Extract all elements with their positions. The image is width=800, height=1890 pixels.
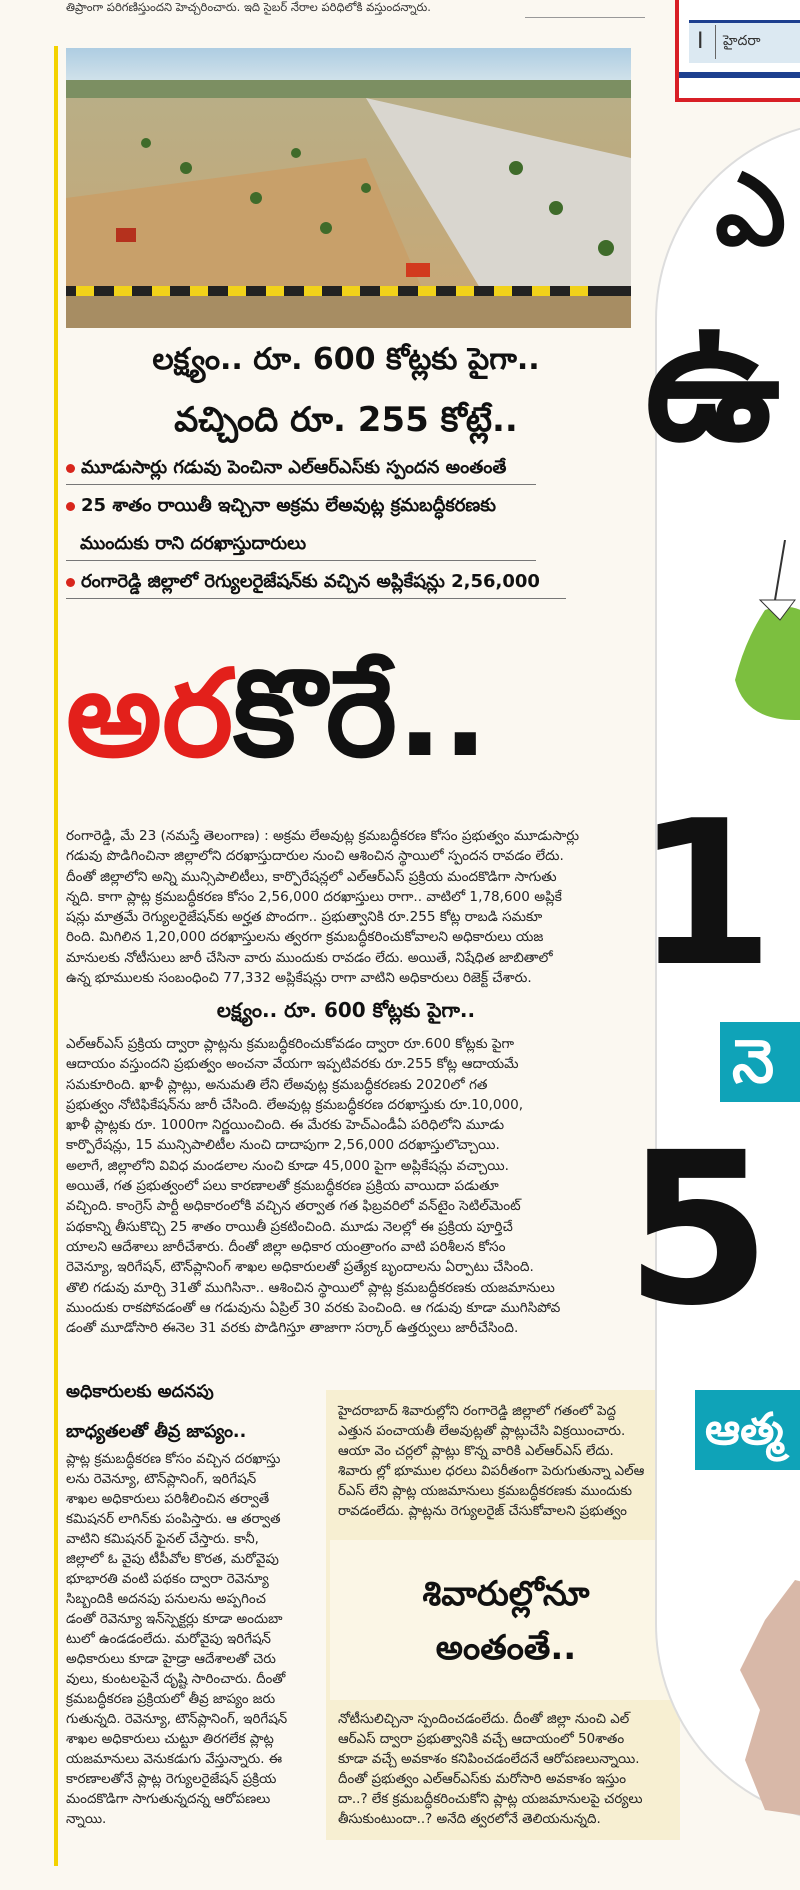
big-title <box>66 640 488 790</box>
ad-top-box <box>675 0 800 102</box>
bullet-dot-icon <box>66 464 75 473</box>
yellow-column-rule <box>54 46 58 1866</box>
sidebar-box-head1: శివారుల్లోనూ <box>422 1574 590 1614</box>
left-column-body: ప్లాట్ల క్రమబద్ధీకరణ కోసం వచ్చిన దరఖాస్తు లను రెవెన్యూ, టౌన్‌ప్లానింగ్, ఇరిగేషన్ శాఖల అధికారులు పరిశీలించిన తర్వాతే కమిషనర్ లాగిన్‌కు పంపిస్తారు. ఆ తర్వాత వాటిని కమిషనర్ ఫైనల్ చేస్తారు. కానీ, జిల్లాలో ఓ వైపు టీపీవోల కొరత, మరోవైపు భూభారతి వంటి పథకం ద్వారా రెవెన్యూ సిబ్బందికి అదనపు పనులను అప్పగించ డంతో రెవెన్యూ ఇన్‌స్పెక్టర్లు కూడా అందుబా టులో ఉండడంలేదు. మరోవైపు ఇరిగేషన్ అధికారులు కూడా హైడ్రా ఆదేశాలతో చెరు వులు, కుంటలపైనే దృష్టి సారించారు. దీంతో క్రమబద్ధీకరణ ప్రక్రియలో తీవ్ర జాప్యం జరు గుతున్నది. రెవెన్యూ, టౌన్‌ప్లానింగ్, ఇరిగేషన్ శాఖల అధికారులు చుట్టూ తిరగలేక ప్లాట్ల యజమానులు వెనుకడుగు వేస్తున్నారు. ఈ కారణాలతోనే ప్లాట్ల రెగ్యులరైజేషన్ ప్రక్రియ మందకొడిగా సాగుతున్నదన్న ఆరోపణలు న్నాయి. <box>66 1452 288 1827</box>
left-column <box>66 1380 316 1830</box>
sidebar-box-top-text: హైదరాబాద్ శివారుల్లోని రంగారెడ్డి జిల్లాలో గతంలో పెద్ద ఎత్తున పంచాయతీ లేఅవుట్లతో ప్లాట్లుచేసి విక్రయించారు. ఆయా వెం చర్లలో ప్లాట్లు కొన్న వారికి ఎల్ఆర్ఎస్ లేదు. శివారు ల్లో భూముల ధరలు విపరీతంగా పెరుగుతున్నా ఎల్ఆ ర్ఎస్ లేని ప్లాట్ల యజమానులు క్రమబద్ధీకరణకు ముందుకు రావడంలేదు. ప్లాట్లను రెగ్యులరైజ్ చేసుకోవాలని ప్రభుత్వం <box>338 1404 645 1519</box>
sidebar-box-bottom-text: నోటీసులిచ్చినా స్పందించడంలేదు. దీంతో జిల్లా నుంచి ఎల్ ఆర్ఎస్ ద్వారా ప్రభుత్వానికి వచ్చే ఆదాయంలో 50శాతం కూడా వచ్చే అవకాశం కనిపించడంలేదనే ఆరోపణలున్నాయి. దీంతో ప్రభుత్వం ఎల్ఆర్ఎస్‌కు మరోసారి అవకాశం ఇస్తుం దా..? లేక క్రమబద్ధీకరించుకోని ప్లాట్ల యజమానులపై చర్యలు తీసుకుంటుందా..? అనేది త్వరలోనే తెలియనున్నది. <box>338 1712 643 1827</box>
big-title-red: అర <box>66 645 234 784</box>
state-map-icon <box>735 1580 800 1820</box>
left-column-head1: అధికారులకు అదనపు <box>66 1382 214 1402</box>
ad-number-2: 5 <box>625 1107 772 1352</box>
headline-line2: వచ్చింది రూ. 255 కోట్లే.. <box>174 400 518 440</box>
bullet-dot-icon <box>66 502 75 511</box>
previous-article-text: తిప్రాంగా పరిగణిస్తుందని హెచ్చరించారు. ఇది సైబర్ నేరాల పరిధిలోకి వస్తుందన్నారు. <box>66 0 431 14</box>
bullet-3: రంగారెడ్డి జిల్లాలో రెగ్యులరైజేషన్‌కు వచ్చిన అప్లికేషన్లు 2,56,000 <box>66 570 540 594</box>
bullet-2: 25 శాతం రాయితీ ఇచ్చినా అక్రమ లేఅవుట్ల క్రమబద్ధీకరణకు <box>66 494 496 518</box>
headline-line1: లక్ష్యం.. రూ. 600 కోట్లకు పైగా.. <box>152 342 540 377</box>
left-column-head2: బాధ్యతలతో తీవ్ర జాప్యం.. <box>66 1422 247 1442</box>
big-title-black: కొరే.. <box>233 645 489 784</box>
right-advertisement <box>615 0 800 1890</box>
money-bag-icon <box>725 540 800 740</box>
article-para-1: రంగారెడ్డి, మే 23 (నమస్తే తెలంగాణ) : అక్రమ లేఅవుట్ల క్రమబద్ధీకరణ కోసం ప్రభుత్వం మూడుసార్లు గడువు పొడిగించినా జిల్లాలోని దరఖాస్తుదారుల నుంచి ఆశించిన స్థాయిలో స్పందన రావడం లేదు. దీంతో జిల్లాలోని అన్ని మున్సిపాలిటీలు, కార్పొరేషన్లలో ఎల్ఆర్ఎస్ ప్రక్రియ మందకొడిగా సాగుతు న్నది. కాగా ప్లాట్ల క్రమబద్ధీకరణ కోసం 2,56,000 దరఖాస్తులు రాగా.. వాటిలో 1,78,600 అప్లికే షన్లు మాత్రమే రెగ్యులరైజేషన్‌కు అర్హత పొందగా.. ప్రభుత్వానికి రూ.255 కోట్ల రాబడి సమకూ రింది. మిగిలిన 1,20,000 దరఖాస్తులను త్వరగా క్రమబద్ధీకరించుకోవాలని అధికారులు యజ మానులకు నోటీసులు జారీ చేసినా వారు ముందుకు రావడం లేదు. అయితే, నిషేధిత జాబితాలో ఉన్న భూములకు సంబంధించి 77,332 అప్లికేషన్లు రాగా వాటిని అధికారులు రిజెక్ట్ చేశారు. <box>66 828 580 987</box>
bullet-1: మూడుసార్లు గడువు పెంచినా ఎల్ఆర్ఎస్‌కు స్పందన అంతంతే <box>66 456 506 480</box>
ad-top-input: I హైదరా <box>689 20 800 63</box>
ad-big-letter-1: ఎ <box>715 151 787 268</box>
ad-number-1: 1 <box>635 778 775 1011</box>
ad-big-letter-2: ఉ <box>645 281 781 479</box>
bullet-dot-icon <box>66 578 75 587</box>
bullet-divider <box>66 560 536 561</box>
sidebar-box-head2: అంతంతే.. <box>435 1628 577 1668</box>
ad-teal-band-2: ఆత్మ <box>695 1390 800 1470</box>
layout-plots-photo <box>66 48 631 328</box>
article-para-2: ఎల్ఆర్ఎస్ ప్రక్రియ ద్వారా ప్లాట్లను క్రమబద్ధీకరించుకోవడం ద్వారా రూ.600 కోట్లకు పైగా ఆదాయం వస్తుందని ప్రభుత్వం అంచనా వేయగా ఇప్పటివరకు రూ.255 కోట్ల ఆదాయమే సమకూరింది. ఖాళీ ప్లాట్లు, అనుమతి లేని లేఅవుట్ల క్రమబద్ధీకరణకు 2020లో గత ప్రభుత్వం నోటిఫికేషన్‌ను జారీ చేసింది. లేఅవుట్ల క్రమబద్ధీకరణ దరఖాస్తుకు రూ.10,000, ఖాళీ ప్లాట్లకు రూ. 1000గా నిర్ణయించింది. ఈ మేరకు హెచ్ఎండీఏ పరిధిలోని మూడు కార్పొరేషన్లు, 15 మున్సిపాలిటీల నుంచి దాదాపుగా 2,56,000 దరఖాస్తులొచ్చాయి. అలాగే, జిల్లాలోని వివిధ మండలాల నుంచి కూడా 45,000 పైగా అప్లికేషన్లు వచ్చాయి. అయితే, గత ప్రభుత్వంలో పలు కారణాలతో క్రమబద్ధీకరణ ప్రక్రియ వాయిదా పడుతూ వచ్చింది. కాంగ్రెస్ పార్టీ అధికారంలోకి వచ్చిన తర్వాత గత ఫిబ్రవరిలో వన్‌టైం సెటిల్‌మెంట్ పథకాన్ని తీసుకొచ్చి 25 శాతం రాయితీ ప్రకటించింది. మూడు నెలల్లో ఈ ప్రక్రియ పూర్తిచే యాలని ఆదేశాలు జారీచేశారు. దీంతో జిల్లా అధికార యంత్రాంగం వాటి పరిశీలన కోసం రెవెన్యూ, ఇరిగేషన్, టౌన్‌ప్లానింగ్ శాఖల అధికారులతో ప్రత్యేక బృందాలను ఏర్పాటు చేసింది. తొలి గడువు మార్చి 31తో ముగిసినా.. ఆశించిన స్థాయిలో ప్లాట్ల క్రమబద్ధీకరణకు యజమానులు ముందుకు రాకపోవడంతో ఆ గడువును ఏప్రిల్ 30 వరకు పెంచింది. ఆ గడువు కూడా ముగిసిపోవ డంతో మూడోసారి ఈనెల 31 వరకు పొడిగిస్తూ తాజాగా సర్కార్ ఉత్తర్వులు జారీచేసింది. <box>66 1036 561 1337</box>
bullet-divider <box>66 484 536 485</box>
subhead-target: లక్ష్యం.. రూ. 600 కోట్లకు పైగా.. <box>216 998 476 1022</box>
ad-teal-band-1: నె <box>720 1022 800 1102</box>
bullet-2-cont: ముందుకు రాని దరఖాస్తుదారులు <box>80 533 307 554</box>
bullet-divider <box>66 598 566 599</box>
